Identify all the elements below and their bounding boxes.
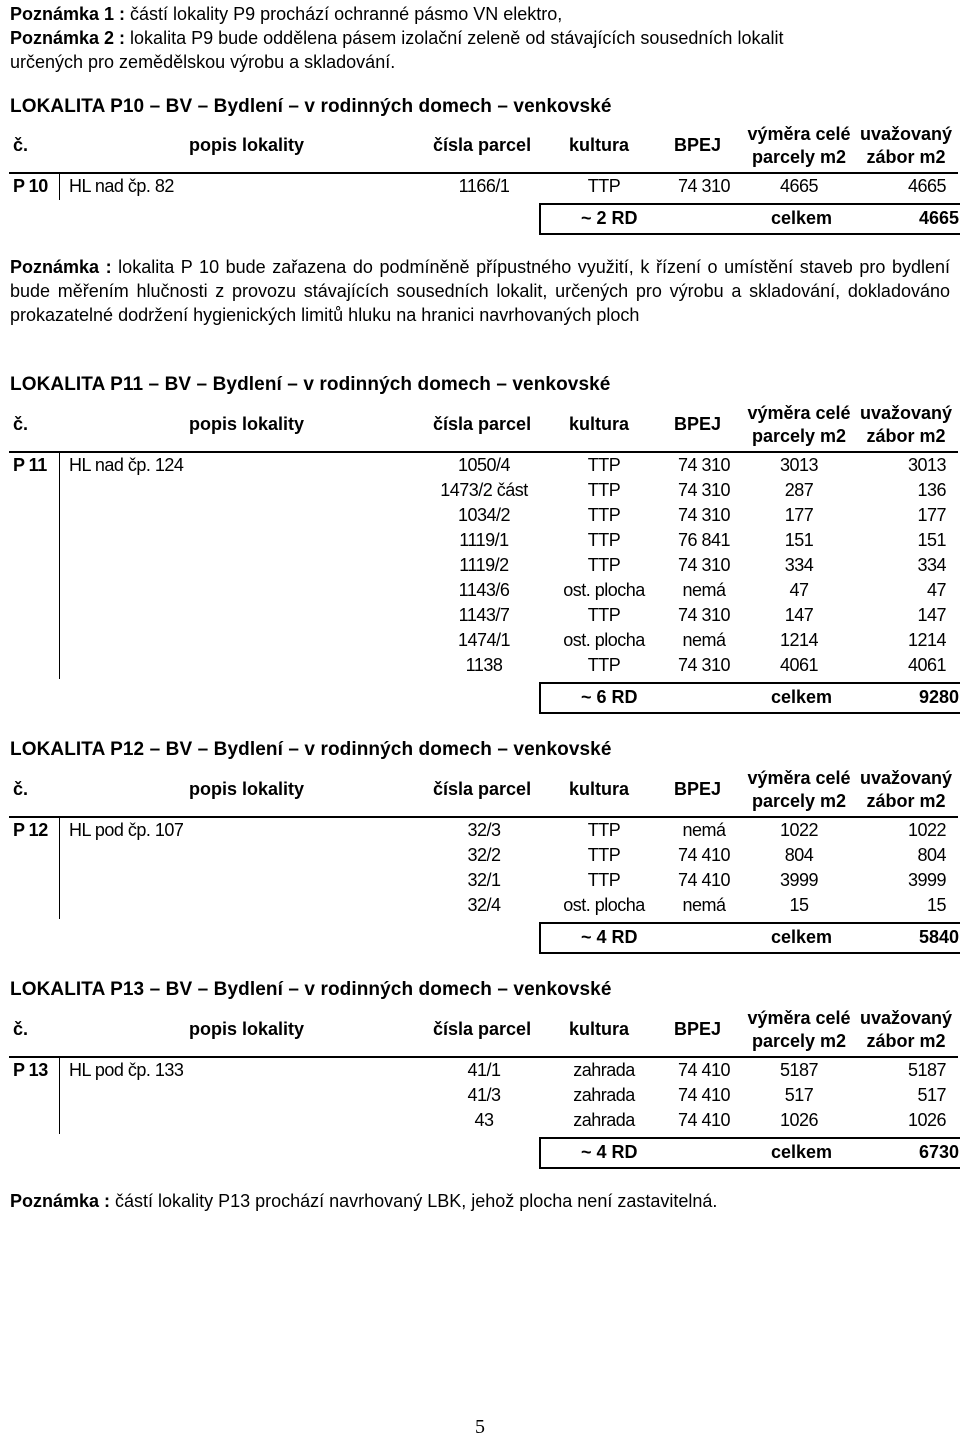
cell-zabor: 3999 xyxy=(907,870,946,890)
cell-zabor: 1022 xyxy=(907,820,946,840)
header-parcel: čísla parcel xyxy=(433,135,532,155)
section-heading-p10: LOKALITA P10 – BV – Bydlení – v rodinných domech – venkovské xyxy=(10,96,612,117)
cell-bpej: 74 310 xyxy=(677,455,731,475)
cell-zabor: 47 xyxy=(926,580,946,600)
cell-bpej: 74 410 xyxy=(677,1110,731,1130)
header-bpej: BPEJ xyxy=(674,779,722,799)
cell-kultura: TTP xyxy=(587,555,621,575)
table-row xyxy=(9,504,958,529)
cell-bpej: 74 310 xyxy=(677,605,731,625)
header-parcel: čísla parcel xyxy=(433,1019,532,1039)
locality-description: HL pod čp. 133 xyxy=(69,1060,184,1080)
cell-kultura: TTP xyxy=(587,530,621,550)
table-row xyxy=(9,1084,958,1109)
summary-box xyxy=(539,922,960,954)
column-divider xyxy=(59,818,60,919)
header-uvazovany-1: uvažovaný xyxy=(859,768,953,788)
section-heading-p13: LOKALITA P13 – BV – Bydlení – v rodinných domech – venkovské xyxy=(10,979,612,1000)
cell-vymera: 47 xyxy=(789,580,809,600)
cell-bpej: nemá xyxy=(682,630,726,650)
note-1 xyxy=(10,2,562,26)
cell-bpej: 74 310 xyxy=(677,555,731,575)
cell-bpej: 74 310 xyxy=(677,505,731,525)
summary-rd: ~ 4 RD xyxy=(581,927,638,947)
table-header xyxy=(9,122,958,172)
cell-kultura: TTP xyxy=(587,845,621,865)
header-uvazovany-2: zábor m2 xyxy=(866,791,946,811)
cell-vymera: 3999 xyxy=(779,870,819,890)
note-1-text: částí lokality P9 prochází ochranné pásmo VN elektro, xyxy=(125,4,563,24)
header-kultura: kultura xyxy=(569,135,630,155)
note-p10-label: Poznámka : xyxy=(10,257,112,277)
header-uvazovany xyxy=(854,123,958,169)
cell-bpej: 74 410 xyxy=(677,845,731,865)
table-row xyxy=(9,175,958,200)
cell-parcel: 1473/2 část xyxy=(440,480,528,500)
cell-zabor: 136 xyxy=(917,480,946,500)
locality-id: P 12 xyxy=(13,820,48,840)
header-c: č. xyxy=(13,779,29,799)
table-row xyxy=(9,819,958,844)
column-divider xyxy=(59,453,60,679)
header-vymera-2: parcely m2 xyxy=(751,791,847,811)
table-row xyxy=(9,604,958,629)
cell-kultura: TTP xyxy=(587,176,621,196)
table-header xyxy=(9,401,958,451)
cell-bpej: 74 310 xyxy=(677,176,731,196)
summary-celkem-label: celkem xyxy=(771,927,833,947)
cell-bpej: 74 310 xyxy=(677,655,731,675)
header-popis: popis lokality xyxy=(189,414,305,434)
locality-description: HL nad čp. 124 xyxy=(69,455,184,475)
header-uvazovany-1: uvažovaný xyxy=(859,1008,953,1028)
summary-celkem-label: celkem xyxy=(771,687,833,707)
header-rule xyxy=(9,816,958,818)
summary-total: 9280 xyxy=(918,687,959,707)
section-heading-p11: LOKALITA P11 – BV – Bydlení – v rodinných domech – venkovské xyxy=(10,374,611,395)
note-2-text: lokalita P9 bude oddělena pásem izolační zeleně od stávajících sousedních lokalit xyxy=(125,28,784,48)
header-c: č. xyxy=(13,1019,29,1039)
table-header xyxy=(9,766,958,816)
cell-kultura: zahrada xyxy=(573,1110,635,1130)
cell-parcel: 32/3 xyxy=(467,820,501,840)
header-parcel: čísla parcel xyxy=(433,779,532,799)
cell-zabor: 177 xyxy=(917,505,946,525)
header-popis: popis lokality xyxy=(189,1019,305,1039)
cell-vymera: 1022 xyxy=(779,820,819,840)
table-row xyxy=(9,554,958,579)
cell-bpej: 76 841 xyxy=(677,530,731,550)
header-uvazovany-2: zábor m2 xyxy=(866,1031,946,1051)
summary-rd: ~ 2 RD xyxy=(581,208,638,228)
cell-parcel: 43 xyxy=(474,1110,494,1130)
table-p12 xyxy=(9,766,959,947)
cell-parcel: 1138 xyxy=(465,655,503,675)
table-row xyxy=(9,629,958,654)
cell-kultura: TTP xyxy=(587,820,621,840)
table-header xyxy=(9,1006,958,1056)
column-divider xyxy=(59,1058,60,1134)
header-uvazovany-2: zábor m2 xyxy=(866,426,946,446)
summary-celkem-label: celkem xyxy=(771,1142,833,1162)
header-vymera xyxy=(744,123,854,169)
cell-vymera: 1214 xyxy=(779,630,819,650)
cell-parcel: 41/1 xyxy=(467,1060,501,1080)
cell-parcel: 1143/7 xyxy=(458,605,510,625)
cell-zabor: 15 xyxy=(926,895,946,915)
cell-bpej: 74 310 xyxy=(677,480,731,500)
header-c: č. xyxy=(13,414,29,434)
cell-parcel: 1050/4 xyxy=(457,455,511,475)
cell-kultura: TTP xyxy=(587,605,621,625)
table-p13 xyxy=(9,1006,959,1162)
cell-parcel: 32/1 xyxy=(467,870,501,890)
summary-total: 6730 xyxy=(918,1142,959,1162)
cell-zabor: 3013 xyxy=(907,455,946,475)
header-vymera-2: parcely m2 xyxy=(751,426,847,446)
cell-kultura: ost. plocha xyxy=(563,895,645,915)
header-uvazovany-1: uvažovaný xyxy=(859,403,953,423)
cell-parcel: 32/4 xyxy=(467,895,501,915)
header-uvazovany-2: zábor m2 xyxy=(866,147,946,167)
cell-vymera: 5187 xyxy=(779,1060,819,1080)
header-bpej: BPEJ xyxy=(674,414,722,434)
locality-id: P 13 xyxy=(13,1060,48,1080)
table-body xyxy=(9,819,958,919)
cell-vymera: 4665 xyxy=(779,176,819,196)
note-p13-text: částí lokality P13 prochází navrhovaný LBK, jehož plocha není zastavitelná. xyxy=(110,1191,718,1211)
cell-zabor: 804 xyxy=(917,845,946,865)
summary-total: 4665 xyxy=(918,208,959,228)
cell-parcel: 41/3 xyxy=(467,1085,501,1105)
header-vymera xyxy=(744,402,854,448)
table-body xyxy=(9,454,958,679)
header-rule xyxy=(9,451,958,453)
cell-zabor: 5187 xyxy=(907,1060,946,1080)
summary-box xyxy=(539,682,960,714)
cell-zabor: 1026 xyxy=(907,1110,946,1130)
note-p13-label: Poznámka : xyxy=(10,1191,111,1211)
note-p10-text: lokalita P 10 bude zařazena do podmíněně přípustného využití, k řízení o umístění staveb pro bydlení bude měřením hlučnosti z provozu stávajících sousedních lokalit, určených pro výrobu a skladování, dokladováno prokazatelné dodržení hygienických limitů hluku na hranici navrhovaných ploch xyxy=(10,257,950,325)
table-row xyxy=(9,844,958,869)
cell-kultura: TTP xyxy=(587,480,621,500)
summary-celkem-label: celkem xyxy=(771,208,833,228)
cell-kultura: zahrada xyxy=(573,1085,635,1105)
cell-vymera: 3013 xyxy=(779,455,819,475)
header-vymera xyxy=(744,767,854,813)
cell-bpej: nemá xyxy=(682,580,726,600)
table-p10 xyxy=(9,122,959,228)
table-body xyxy=(9,175,958,200)
cell-vymera: 517 xyxy=(784,1085,814,1105)
table-row xyxy=(9,654,958,679)
section-heading-p12: LOKALITA P12 – BV – Bydlení – v rodinných domech – venkovské xyxy=(10,739,612,760)
note-p13 xyxy=(10,1189,717,1213)
cell-vymera: 334 xyxy=(784,555,814,575)
locality-id: P 10 xyxy=(13,176,48,196)
cell-kultura: TTP xyxy=(587,505,621,525)
cell-zabor: 147 xyxy=(917,605,946,625)
cell-vymera: 287 xyxy=(784,480,814,500)
summary-total: 5840 xyxy=(918,927,959,947)
header-popis: popis lokality xyxy=(189,135,305,155)
header-vymera-1: výměra celé xyxy=(747,124,851,144)
cell-zabor: 4061 xyxy=(907,655,946,675)
cell-zabor: 4665 xyxy=(907,176,946,196)
header-kultura: kultura xyxy=(569,1019,630,1039)
cell-parcel: 1474/1 xyxy=(457,630,511,650)
summary-rd: ~ 6 RD xyxy=(581,687,638,707)
header-uvazovany xyxy=(854,767,958,813)
cell-vymera: 15 xyxy=(789,895,809,915)
cell-kultura: TTP xyxy=(587,455,621,475)
locality-description: HL pod čp. 107 xyxy=(69,820,184,840)
note-2 xyxy=(10,26,783,50)
cell-vymera: 147 xyxy=(784,605,814,625)
header-rule xyxy=(9,172,958,174)
header-kultura: kultura xyxy=(569,779,630,799)
header-parcel: čísla parcel xyxy=(433,414,532,434)
header-bpej: BPEJ xyxy=(674,135,722,155)
table-row xyxy=(9,479,958,504)
header-vymera-1: výměra celé xyxy=(747,1008,851,1028)
cell-bpej: 74 410 xyxy=(677,1060,731,1080)
cell-parcel: 1166/1 xyxy=(458,176,510,196)
cell-parcel: 32/2 xyxy=(467,845,501,865)
locality-description: HL nad čp. 82 xyxy=(69,176,174,196)
header-vymera-1: výměra celé xyxy=(747,403,851,423)
table-row xyxy=(9,579,958,604)
table-row xyxy=(9,869,958,894)
cell-kultura: ost. plocha xyxy=(563,630,645,650)
cell-parcel: 1119/2 xyxy=(459,555,509,575)
note-1-label: Poznámka 1 : xyxy=(10,4,126,24)
note-p10 xyxy=(10,255,950,327)
header-vymera-1: výměra celé xyxy=(747,768,851,788)
table-row xyxy=(9,454,958,479)
cell-zabor: 517 xyxy=(917,1085,946,1105)
header-kultura: kultura xyxy=(569,414,630,434)
cell-kultura: TTP xyxy=(587,655,621,675)
cell-vymera: 151 xyxy=(784,530,814,550)
locality-id: P 11 xyxy=(13,455,47,475)
summary-box xyxy=(539,203,960,235)
summary-box xyxy=(539,1137,960,1169)
header-vymera xyxy=(744,1007,854,1053)
cell-bpej: nemá xyxy=(682,895,726,915)
cell-zabor: 334 xyxy=(917,555,946,575)
table-row xyxy=(9,894,958,919)
table-row xyxy=(9,1109,958,1134)
summary-rd: ~ 4 RD xyxy=(581,1142,638,1162)
note-2-continuation: určených pro zemědělskou výrobu a skladování. xyxy=(10,52,396,72)
cell-parcel: 1143/6 xyxy=(458,580,510,600)
header-vymera-2: parcely m2 xyxy=(751,1031,847,1051)
note-2-label: Poznámka 2 : xyxy=(10,28,126,48)
table-row xyxy=(9,529,958,554)
cell-bpej: 74 410 xyxy=(677,1085,731,1105)
page-number: 5 xyxy=(475,1416,485,1438)
cell-vymera: 1026 xyxy=(779,1110,819,1130)
cell-bpej: 74 410 xyxy=(677,870,731,890)
header-uvazovany xyxy=(854,1007,958,1053)
header-rule xyxy=(9,1056,958,1058)
header-bpej: BPEJ xyxy=(674,1019,722,1039)
header-uvazovany xyxy=(854,402,958,448)
cell-parcel: 1034/2 xyxy=(457,505,511,525)
cell-vymera: 4061 xyxy=(779,655,819,675)
column-divider xyxy=(59,174,60,200)
header-vymera-2: parcely m2 xyxy=(751,147,847,167)
cell-kultura: ost. plocha xyxy=(563,580,645,600)
header-uvazovany-1: uvažovaný xyxy=(859,124,953,144)
cell-vymera: 804 xyxy=(784,845,814,865)
table-p11 xyxy=(9,401,959,707)
cell-kultura: zahrada xyxy=(573,1060,635,1080)
header-c: č. xyxy=(13,135,29,155)
cell-zabor: 1214 xyxy=(907,630,946,650)
table-row xyxy=(9,1059,958,1084)
cell-vymera: 177 xyxy=(784,505,814,525)
cell-bpej: nemá xyxy=(682,820,726,840)
table-body xyxy=(9,1059,958,1134)
header-popis: popis lokality xyxy=(189,779,305,799)
cell-zabor: 151 xyxy=(917,530,946,550)
cell-kultura: TTP xyxy=(587,870,621,890)
cell-parcel: 1119/1 xyxy=(459,530,509,550)
